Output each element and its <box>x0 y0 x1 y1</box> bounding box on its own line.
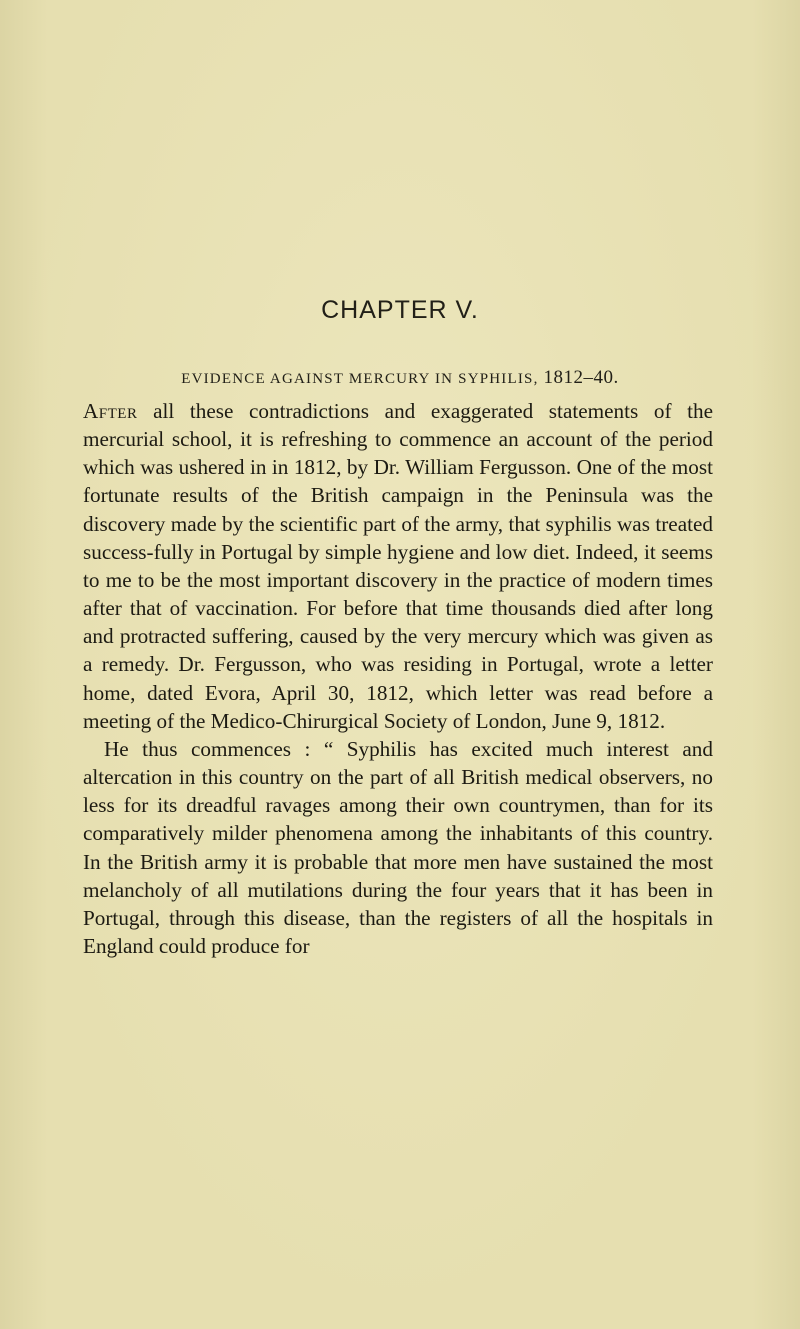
paragraph-2 <box>83 735 713 960</box>
subtitle-dates: 1812–40. <box>543 367 619 388</box>
chapter-title: CHAPTER V. <box>321 296 479 324</box>
chapter-subtitle <box>0 367 800 389</box>
paragraph-2-text: He thus commences : “ Syphilis has excited much interest and altercation in this country on the part of all British medical observers, no less for its dreadful ravages among their own countrymen, than for its comparatively milder phenomena among the inhabitants of this country. In the British army it is probable that more men have sustained the most melancholy of all mutilations during the four years that it has been in Portugal, through this disease, than the registers of all the hospitals in England could produce for <box>83 736 713 958</box>
subtitle-text: EVIDENCE AGAINST MERCURY IN SYPHILIS, <box>181 371 539 387</box>
body-text <box>83 397 713 960</box>
paragraph-1-text: all these contradictions and exaggerated statements of the mercurial school, it is refreshing to commence an account of the period which was ushered in in 1812, by Dr. William Fergusson. One of the most fortunate results of the British campaign in the Peninsula was the discovery made by the scientific part of the army, that syphilis was treated success-fully in Portugal by simple hygiene and low diet. Indeed, it seems to me to be the most important discovery in the practice of modern times after that of vaccination. For before that time thousands died after long and protracted suffering, caused by the very mercury which was given as a remedy. Dr. Fergusson, who was residing in Portugal, wrote a letter home, dated Evora, April 30, 1812, which letter was read before a meeting of the Medico-Chirurgical Society of London, June 9, 1812. <box>83 399 713 733</box>
paragraph-1 <box>83 397 713 735</box>
paragraph-lead-word: After <box>83 399 138 423</box>
